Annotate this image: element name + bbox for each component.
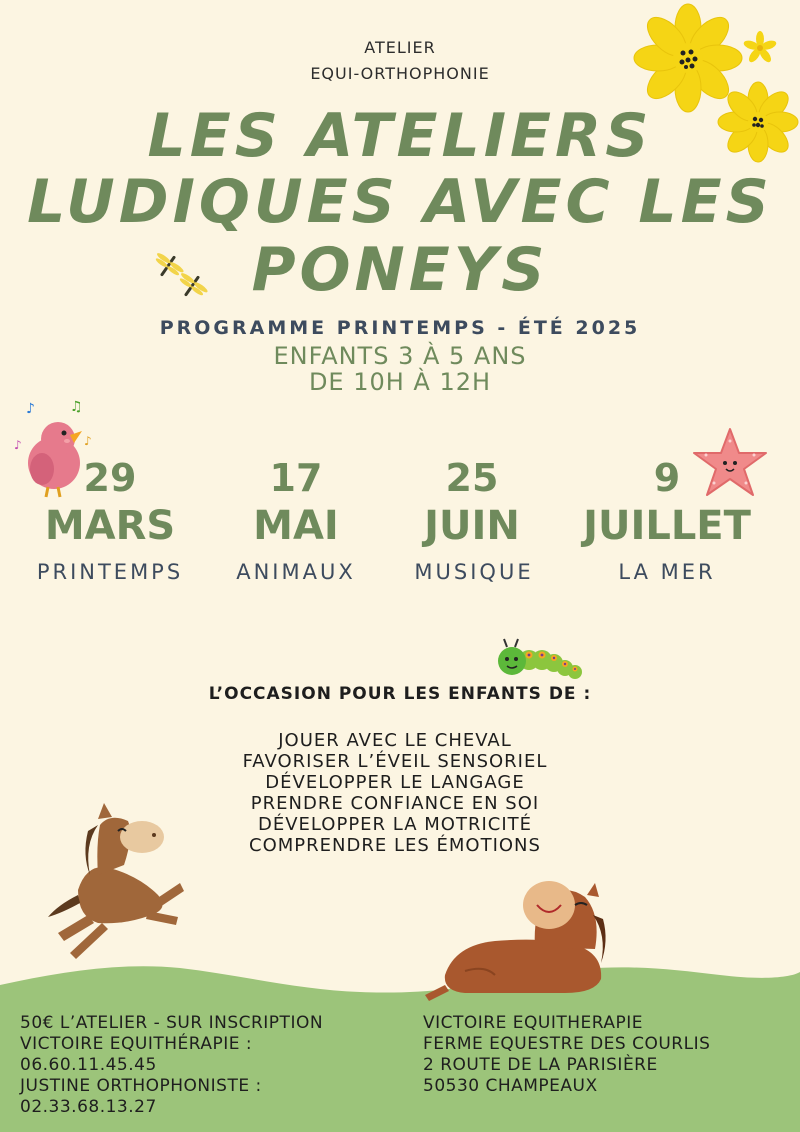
address-block (423, 1013, 710, 1097)
session-hours: DE 10H À 12H (308, 368, 492, 396)
caterpillar-icon (495, 636, 590, 686)
session-day: 29 (83, 456, 137, 500)
program-subtitle: PROGRAMME PRINTEMPS - ÉTÉ 2025 (159, 317, 641, 339)
svg-text:♪: ♪ (26, 401, 35, 417)
activity-item: DÉVELOPPER LA MOTRICITÉ (257, 814, 532, 835)
poster-title-line-3: PONEYS (251, 235, 549, 305)
session-month: MARS (44, 503, 176, 549)
session-month: MAI (253, 503, 339, 549)
session-date-4 (567, 455, 767, 551)
session-theme-3: MUSIQUE (414, 560, 534, 584)
organizer-line-1: ATELIER (364, 38, 436, 57)
svg-text:♫: ♫ (70, 399, 83, 415)
pricing-line: 50€ L’ATELIER - SUR INSCRIPTION (20, 1013, 324, 1033)
svg-text:♪: ♪ (14, 438, 22, 452)
session-theme-2: ANIMAUX (236, 560, 356, 584)
pricing-contact-block (20, 1013, 323, 1118)
audience-age: ENFANTS 3 À 5 ANS (273, 342, 527, 370)
session-day: 25 (445, 456, 499, 500)
address-line: 2 ROUTE DE LA PARISIÈRE (423, 1055, 658, 1075)
activity-item: PRENDRE CONFIANCE EN SOI (250, 793, 540, 814)
organizer-line-2: EQUI-ORTHOPHONIE (310, 64, 490, 83)
phone-number: 02.33.68.13.27 (20, 1097, 157, 1117)
activity-item: DÉVELOPPER LE LANGAGE (265, 772, 525, 793)
activity-item: COMPRENDRE LES ÉMOTIONS (249, 835, 541, 856)
phone-number: 06.60.11.45.45 (20, 1055, 157, 1075)
address-line: FERME EQUESTRE DES COURLIS (423, 1034, 711, 1054)
activity-item: JOUER AVEC LE CHEVAL (278, 730, 512, 751)
session-theme-1: PRINTEMPS (36, 560, 184, 584)
session-day: 17 (269, 456, 323, 500)
session-date-1 (10, 455, 210, 551)
lying-pony-icon (425, 875, 625, 1005)
svg-text:♪: ♪ (84, 434, 92, 448)
address-line: 50530 CHAMPEAUX (423, 1076, 598, 1096)
activity-item: FAVORISER L’ÉVEIL SENSORIEL (242, 751, 548, 772)
contact-name: VICTOIRE EQUITHÉRAPIE : (20, 1034, 253, 1054)
session-month: JUIN (424, 503, 520, 549)
activities-list (0, 730, 790, 856)
contact-name: JUSTINE ORTHOPHONISTE : (20, 1076, 262, 1096)
session-theme-4: LA MER (618, 560, 716, 584)
session-date-3 (372, 455, 572, 551)
session-month: JUILLET (583, 503, 751, 549)
address-line: VICTOIRE EQUITHERAPIE (423, 1013, 643, 1033)
poster-title-line-1: LES ATELIERS (147, 101, 653, 171)
poster-title-line-2: LUDIQUES AVEC LES (27, 167, 773, 237)
session-day: 9 (653, 456, 681, 500)
session-date-2 (196, 455, 396, 551)
occasion-heading: L’OCCASION POUR LES ENFANTS DE : (208, 684, 592, 704)
